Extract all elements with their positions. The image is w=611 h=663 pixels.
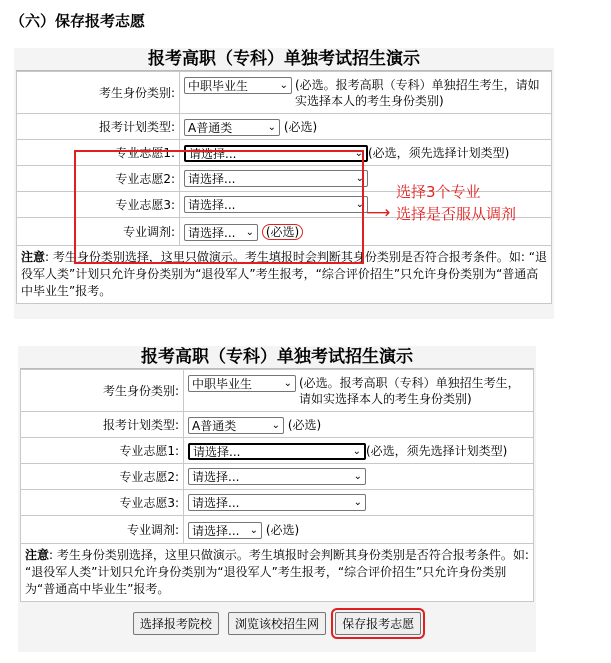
plan-label: 报考计划类型: xyxy=(17,114,180,140)
plan-hint: (必选) xyxy=(283,119,318,134)
choice2-select[interactable]: 请选择... ⌄ xyxy=(188,468,366,485)
chevron-down-icon: ⌄ xyxy=(355,173,364,184)
notice: 注意: 考生身份类别选择，这里只做演示。考生填报时会判断其身份类别是否符合报考条件。如: “退役军人类”计划只允许身份类别为“退役军人”考生报考，“综合评价招生”只允许身份类别为“普通高中毕业生”报考。 xyxy=(16,246,552,304)
choice2-select[interactable]: 请选择... ⌄ xyxy=(184,170,368,187)
annotation-line2: 选择是否服从调剂 xyxy=(396,205,517,223)
annotation-line1: 选择3个专业 xyxy=(396,183,481,201)
identity-cell xyxy=(180,72,552,114)
identity-label: 考生身份类别: xyxy=(21,370,184,412)
choice1-hint: (必选，须先选择计划类型) xyxy=(368,145,510,160)
chevron-down-icon: ⌄ xyxy=(353,471,362,482)
chevron-down-icon: ⌄ xyxy=(267,121,276,133)
choice1-label: 专业志愿1: xyxy=(17,140,180,166)
choice1-cell xyxy=(184,438,534,464)
choice2-cell xyxy=(184,464,534,490)
plan-cell xyxy=(180,114,552,140)
adjust-hint: (必选) xyxy=(262,224,303,240)
highlight-box xyxy=(74,147,364,264)
chevron-down-icon: ⌄ xyxy=(249,524,258,536)
chevron-down-icon: ⌄ xyxy=(354,147,363,159)
chevron-down-icon: ⌄ xyxy=(353,497,362,508)
identity-label: 考生身份类别: xyxy=(17,72,180,114)
identity-cell xyxy=(184,370,534,412)
panel-title: 报考高职（专科）单独考试招生演示 xyxy=(16,48,552,71)
adjust-label: 专业调剂: xyxy=(21,516,184,544)
chevron-down-icon: ⌄ xyxy=(279,79,288,91)
choice3-cell xyxy=(184,490,534,516)
adjust-label: 专业调剂: xyxy=(17,218,180,246)
chevron-down-icon: ⌄ xyxy=(245,226,254,238)
arrow-icon: ⟶ xyxy=(366,203,391,223)
adjust-cell xyxy=(184,516,534,544)
choice3-select[interactable]: 请选择... ⌄ xyxy=(188,494,366,511)
chevron-down-icon: ⌄ xyxy=(352,445,361,457)
application-form xyxy=(20,369,534,544)
plan-cell xyxy=(184,412,534,438)
choice3-label: 专业志愿3: xyxy=(17,192,180,218)
choose-school-button[interactable]: 选择报考院校 xyxy=(133,612,219,635)
adjust-hint: (必选) xyxy=(265,522,300,537)
plan-select[interactable]: A普通类 ⌄ xyxy=(188,417,284,434)
chevron-down-icon: ⌄ xyxy=(283,377,292,389)
save-button[interactable]: 保存报考志愿 xyxy=(335,612,421,635)
choice1-hint: (必选，须先选择计划类型) xyxy=(366,443,508,458)
chevron-down-icon: ⌄ xyxy=(271,419,280,431)
notice: 注意: 考生身份类别选择，这里只做演示。考生填报时会判断其身份类别是否符合报考条件。如: “退役军人类”计划只允许身份类别为“退役军人”考生报考，“综合评价招生”只允许身份类别为“普通高中毕业生”报考。 xyxy=(20,544,534,602)
button-row xyxy=(20,602,534,639)
plan-select[interactable]: A普通类 ⌄ xyxy=(184,119,280,136)
panel-title: 报考高职（专科）单独考试招生演示 xyxy=(20,346,534,369)
choice2-label: 专业志愿2: xyxy=(21,464,184,490)
choice1-label: 专业志愿1: xyxy=(21,438,184,464)
browse-site-button[interactable]: 浏览该校招生网 xyxy=(228,612,326,635)
choice3-select[interactable]: 请选择... ⌄ xyxy=(184,196,368,213)
identity-hint: (必选。报考高职（专科）单独招生考生，请如实选择本人的考生身份类别) xyxy=(299,375,520,406)
identity-hint: (必选。报考高职（专科）单独招生考生，请如实选择本人的考生身份类别) xyxy=(295,77,540,108)
section-heading: （六）保存报考志愿 xyxy=(10,12,146,30)
identity-select[interactable]: 中职毕业生 ⌄ xyxy=(184,77,292,94)
adjust-select[interactable]: 请选择... ⌄ xyxy=(184,224,258,241)
plan-label: 报考计划类型: xyxy=(21,412,184,438)
adjust-select[interactable]: 请选择... ⌄ xyxy=(188,522,262,539)
choice3-label: 专业志愿3: xyxy=(21,490,184,516)
choice1-select[interactable]: 请选择... ⌄ xyxy=(188,443,366,460)
choice1-select[interactable]: 请选择... ⌄ xyxy=(184,145,368,162)
chevron-down-icon: ⌄ xyxy=(355,199,364,210)
choice2-label: 专业志愿2: xyxy=(17,166,180,192)
plan-hint: (必选) xyxy=(287,417,322,432)
form-panel-2 xyxy=(18,346,536,652)
identity-select[interactable]: 中职毕业生 ⌄ xyxy=(188,375,296,392)
